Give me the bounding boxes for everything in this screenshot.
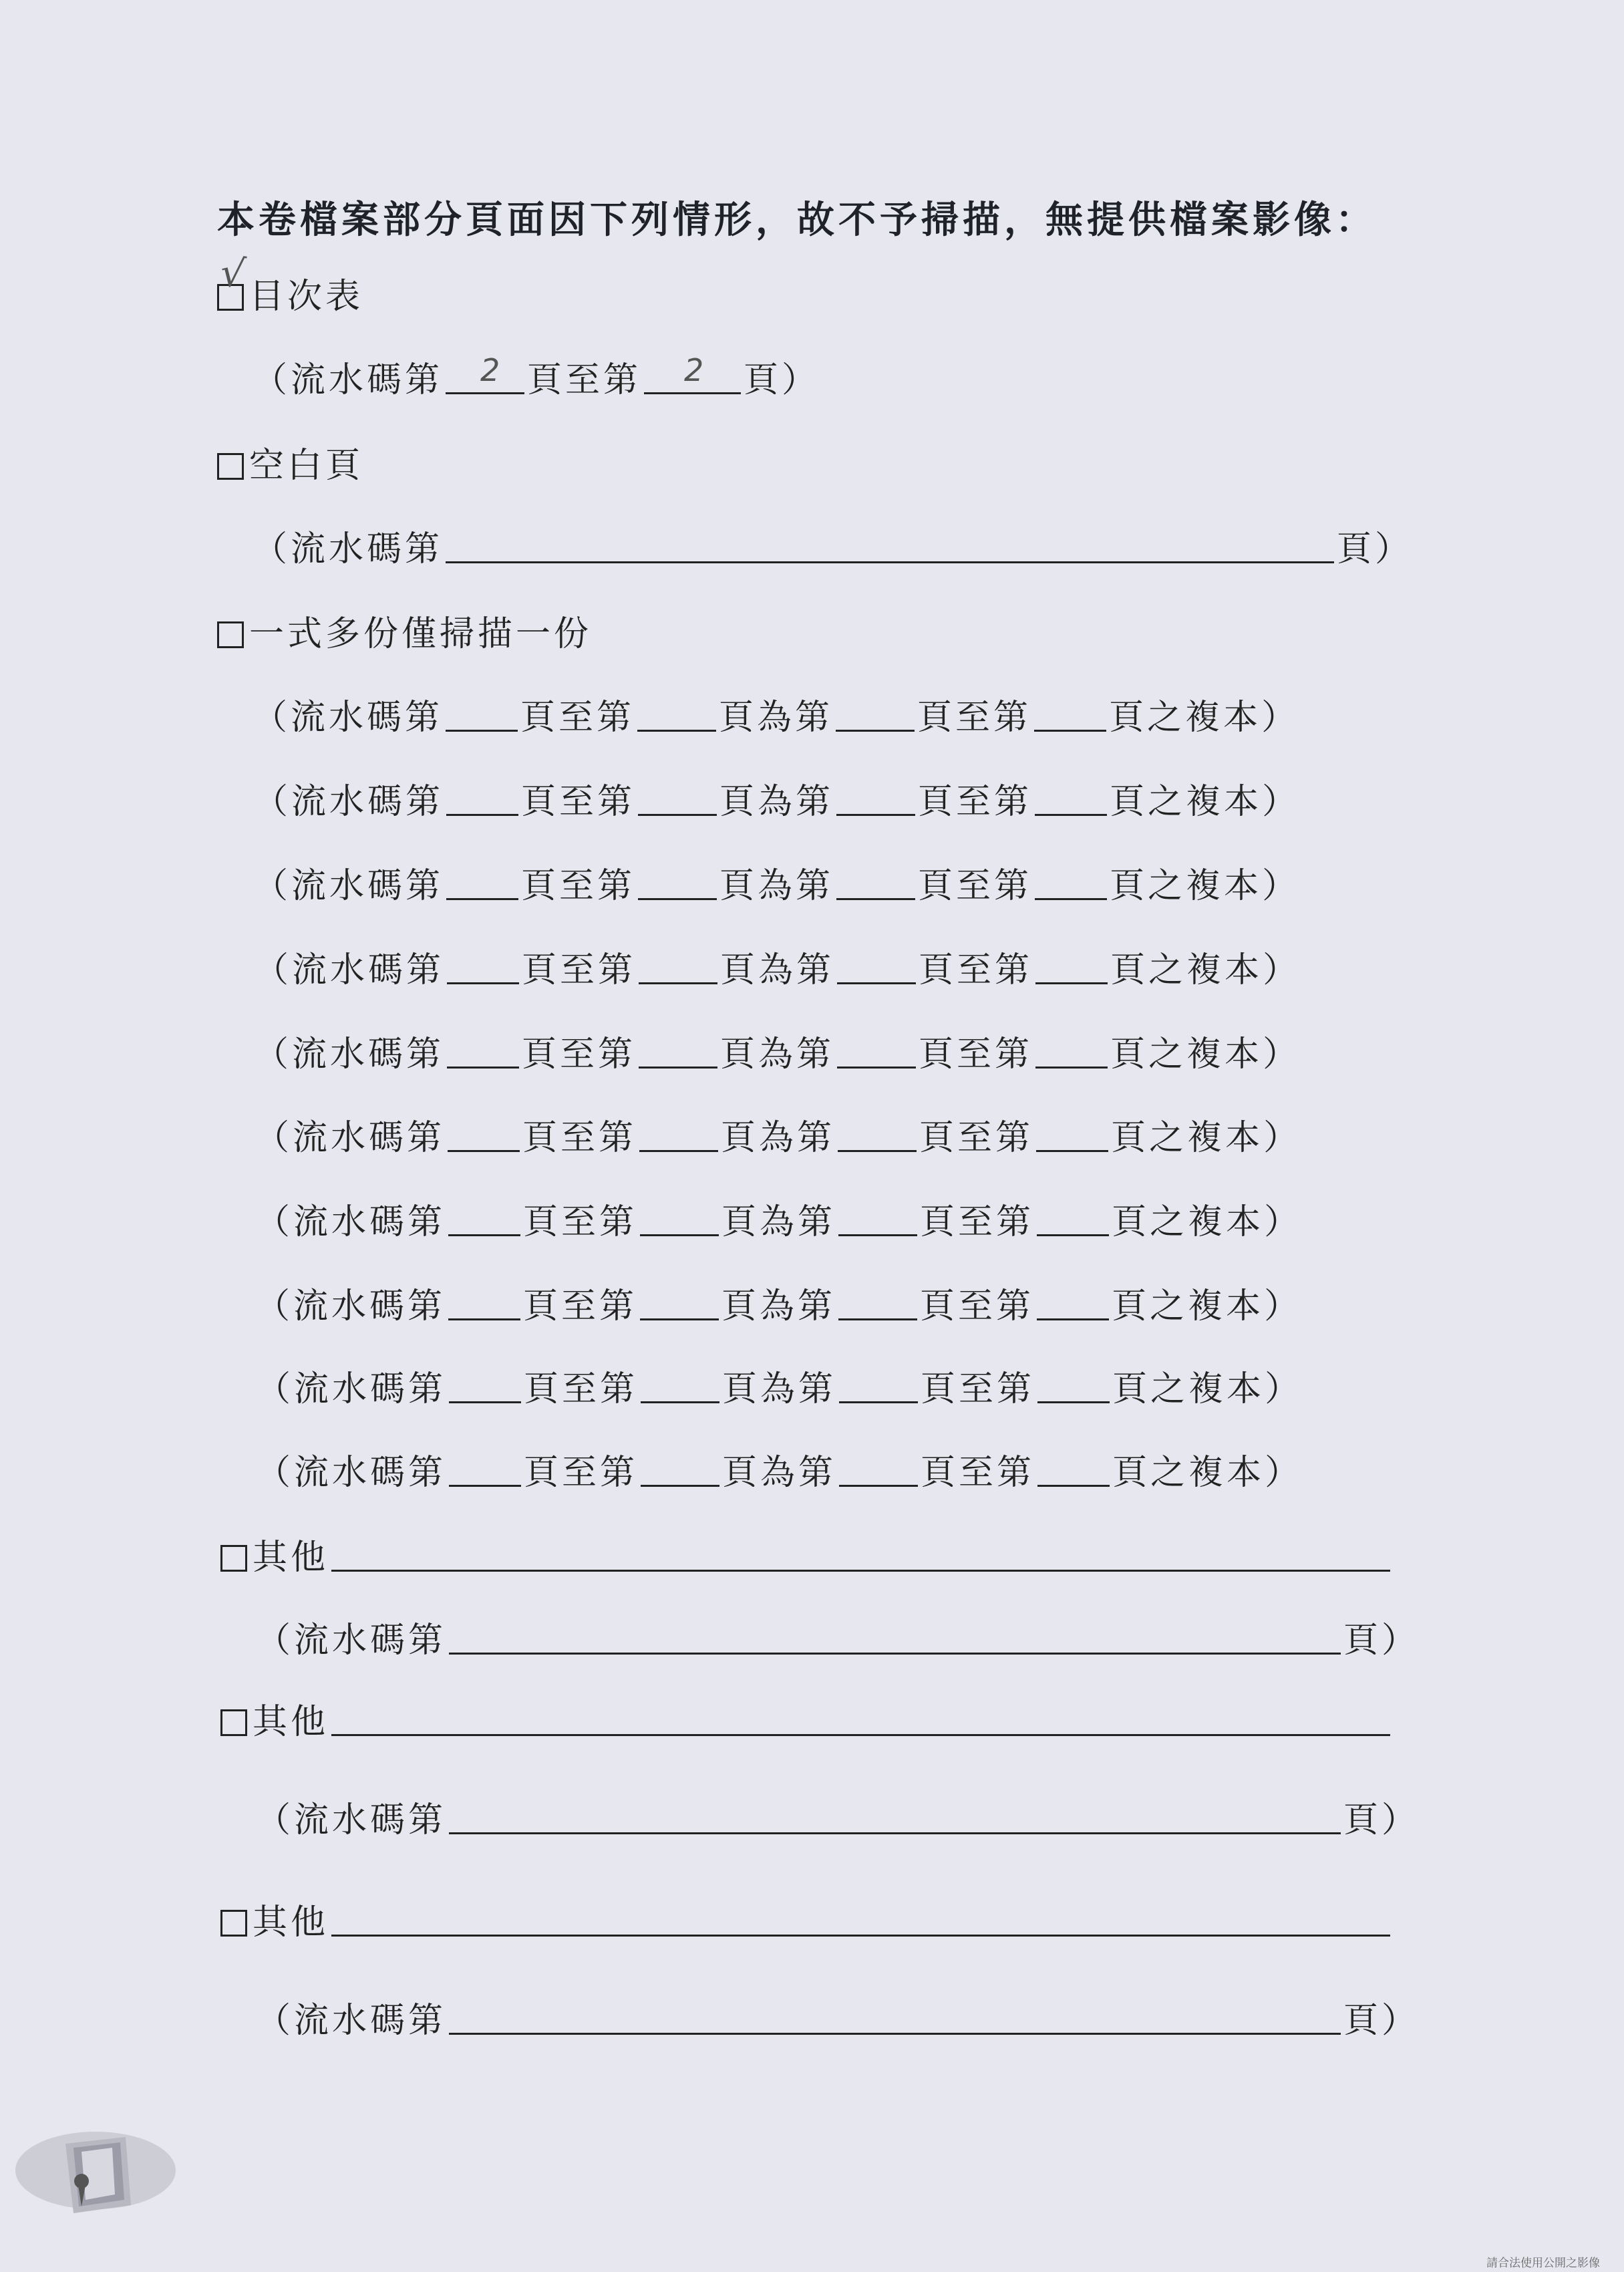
duplicate-row-text: （流水碼第 [256,1453,447,1493]
duplicate-row-text: 頁之複本） [1112,1286,1303,1326]
duplicate-row-text: 頁之複本） [1110,866,1301,906]
footer-note: 請合法使用公開之影像 [1486,2257,1600,2270]
other-checkbox-3[interactable] [220,1910,247,1937]
duplicate-row-text: （流水碼第 [254,950,445,990]
duplicate-row-text: 頁為第 [719,866,834,906]
duplicate-page-field[interactable] [836,893,915,900]
other-description-field-1[interactable] [331,1564,1390,1572]
duplicate-page-field[interactable] [446,809,518,816]
duplicate-row-text: 頁至第 [522,1118,637,1158]
duplicate-page-field[interactable] [640,1229,719,1236]
duplicate-row-text: 頁至第 [918,782,1033,822]
duplicate-row [254,951,1301,991]
blank-page-option[interactable] [217,446,363,486]
duplicate-row-text: 頁至第 [917,698,1032,738]
other-page-range-1 [256,1621,1420,1661]
duplicate-page-field[interactable] [1037,1479,1110,1487]
duplicate-page-field[interactable] [1035,1061,1108,1069]
page-range-prefix: （流水碼第 [256,1620,447,1661]
duplicate-row-text: （流水碼第 [253,866,444,906]
other-description-field-3[interactable] [331,1929,1390,1937]
start-page-field[interactable] [446,351,524,394]
duplicate-page-field[interactable] [837,977,916,984]
duplicate-row-text: 頁為第 [720,1034,835,1075]
duplicate-page-field[interactable] [449,1396,521,1403]
duplicate-page-field[interactable] [838,1145,917,1152]
duplicate-page-field[interactable] [638,893,717,900]
duplicate-page-field[interactable] [838,1313,917,1320]
duplicate-row-text: 頁之複本） [1110,950,1301,990]
duplicate-page-field[interactable] [1035,893,1107,900]
toc-page-range [253,351,820,401]
duplicate-row-text: （流水碼第 [253,698,444,738]
duplicate-row-text: 頁之複本） [1112,1369,1303,1409]
duplicate-page-field[interactable] [446,724,518,732]
duplicate-row [254,1035,1301,1075]
duplicate-row-text: 頁至第 [918,866,1033,906]
duplicate-page-field[interactable] [639,1145,718,1152]
duplicate-row-text: 頁至第 [521,866,636,906]
check-mark-icon: √ [218,249,251,297]
duplicate-page-field[interactable] [1037,1396,1110,1403]
duplicate-row-text: 頁至第 [523,1286,638,1326]
duplicate-row-text: 頁至第 [920,1286,1035,1326]
duplicate-row-text: （流水碼第 [255,1286,446,1326]
page-range-suffix: 頁） [1337,529,1414,569]
other-checkbox-1[interactable] [220,1545,247,1572]
duplicate-row-text: 頁至第 [921,1369,1035,1409]
duplicate-row-text: 頁之複本） [1112,1453,1303,1493]
duplicate-page-field[interactable] [448,1313,520,1320]
handwritten-start-page: 2 [480,351,504,388]
toc-checkbox[interactable] [217,249,251,311]
duplicate-row-text: （流水碼第 [256,1369,447,1409]
duplicate-page-field[interactable] [1035,809,1107,816]
duplicate-row-text: 頁至第 [524,1453,639,1493]
duplicate-page-field[interactable] [839,1396,918,1403]
duplicate-page-field[interactable] [446,893,518,900]
duplicate-page-field[interactable] [1037,1313,1109,1320]
duplicate-page-field[interactable] [448,1229,520,1236]
page-range-prefix: （流水碼第 [253,529,444,569]
duplicate-row-text: 頁為第 [720,950,835,990]
blank-page-checkbox[interactable] [217,453,244,480]
duplicate-row-text: 頁之複本） [1111,1118,1302,1158]
duplicate-row-text: 頁之複本） [1110,1034,1301,1075]
duplicate-row-text: （流水碼第 [254,1034,445,1075]
duplicate-page-field[interactable] [838,1229,917,1236]
other-page-field-3[interactable] [449,2027,1341,2035]
other-option-2[interactable] [220,1703,1393,1743]
duplicate-page-field[interactable] [836,809,915,816]
other-description-field-2[interactable] [331,1729,1390,1736]
duplicate-copies-label: 一式多份僅掃描一份 [249,614,593,654]
page-range-prefix: （流水碼第 [253,360,444,400]
blank-page-field[interactable] [446,556,1334,563]
page-range-suffix: 頁） [1343,1620,1420,1661]
duplicate-page-field[interactable] [639,1061,717,1069]
duplicate-row-text: 頁至第 [520,698,635,738]
page-range-suffix: 頁） [744,360,820,400]
duplicate-page-field[interactable] [1035,977,1108,984]
duplicate-row-text: 頁至第 [524,1369,639,1409]
duplicate-row [253,783,1300,823]
duplicate-row-text: 頁為第 [722,1369,837,1409]
duplicate-row [253,867,1300,907]
duplicate-row-text: 頁至第 [521,782,636,822]
duplicate-row-text: 頁為第 [722,1453,837,1493]
duplicate-row [256,1370,1303,1410]
duplicate-page-field[interactable] [639,977,717,984]
duplicate-row-text: 頁至第 [919,950,1033,990]
other-page-range-2 [256,1801,1420,1841]
duplicate-page-field[interactable] [1037,1229,1109,1236]
duplicate-row-text: 頁為第 [719,698,834,738]
duplicate-row-text: 頁為第 [721,1118,836,1158]
duplicate-copies-checkbox[interactable] [217,621,244,648]
duplicate-page-field[interactable] [1034,724,1106,732]
duplicate-row [255,1203,1302,1243]
form-title: 本卷檔案部分頁面因下列情形，故不予掃描，無提供檔案影像： [217,198,1377,242]
duplicate-row [255,1119,1301,1159]
blank-page-label: 空白頁 [249,446,364,486]
duplicate-page-field[interactable] [836,724,915,732]
duplicate-row [253,698,1299,738]
duplicate-row [255,1287,1302,1327]
duplicate-row-text: 頁至第 [920,1202,1035,1242]
duplicate-page-field[interactable] [448,1145,520,1152]
toc-option[interactable] [217,249,364,317]
duplicate-page-field[interactable] [638,809,717,816]
duplicate-row-text: 頁至第 [919,1118,1034,1158]
duplicate-row-text: （流水碼第 [255,1202,446,1242]
page-range-middle: 頁至第 [527,360,642,400]
other-page-range-3 [256,2001,1420,2041]
other-page-field-1[interactable] [449,1647,1341,1655]
duplicate-page-field[interactable] [640,1313,719,1320]
duplicate-page-field[interactable] [637,724,716,732]
duplicate-row-text: 頁為第 [721,1202,836,1242]
page-range-suffix: 頁） [1343,1800,1420,1840]
duplicate-row-text: （流水碼第 [253,782,444,822]
duplicate-row-text: 頁之複本） [1110,782,1301,822]
other-page-field-2[interactable] [449,1827,1341,1834]
end-page-field[interactable] [644,351,741,394]
other-label-1: 其他 [253,1538,329,1578]
duplicate-page-field[interactable] [1036,1145,1108,1152]
other-label-2: 其他 [253,1702,329,1742]
duplicate-page-field[interactable] [839,1479,918,1487]
duplicate-row [256,1453,1303,1494]
duplicate-row-text: 頁至第 [523,1202,638,1242]
page-range-prefix: （流水碼第 [256,2001,447,2041]
other-option-1[interactable] [220,1538,1393,1578]
blank-page-range [253,530,1413,570]
duplicate-row-text: 頁至第 [919,1034,1033,1075]
archive-logo [12,2125,179,2225]
duplicate-row-text: 頁為第 [719,782,834,822]
other-checkbox-2[interactable] [220,1709,247,1736]
duplicate-page-field[interactable] [837,1061,916,1069]
duplicate-row-text: 頁至第 [522,950,637,990]
other-label-3: 其他 [253,1902,329,1943]
duplicate-row-text: 頁為第 [721,1286,836,1326]
duplicate-page-field[interactable] [641,1396,719,1403]
duplicate-copies-option[interactable] [217,615,592,655]
duplicate-row-text: 頁至第 [522,1034,637,1075]
duplicate-row-text: 頁之複本） [1112,1202,1303,1242]
toc-label: 目次表 [249,277,364,317]
duplicate-page-field[interactable] [449,1479,521,1487]
handwritten-end-page: 2 [684,351,707,388]
duplicate-page-field[interactable] [641,1479,719,1487]
duplicate-row-text: 頁至第 [921,1453,1035,1493]
duplicate-page-field[interactable] [447,977,519,984]
other-option-3[interactable] [220,1903,1393,1943]
page-range-suffix: 頁） [1343,2001,1420,2041]
duplicate-row-text: （流水碼第 [255,1118,446,1158]
duplicate-page-field[interactable] [447,1061,519,1069]
page-range-prefix: （流水碼第 [256,1800,447,1840]
duplicate-row-text: 頁之複本） [1109,698,1300,738]
